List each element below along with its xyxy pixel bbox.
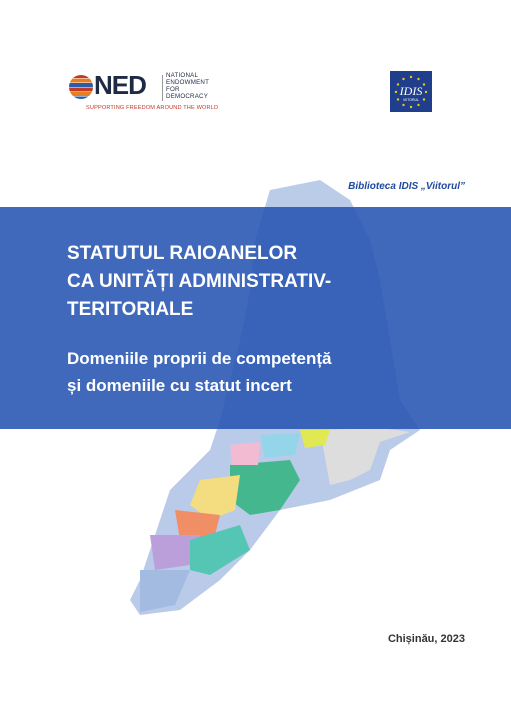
ned-full-name bbox=[166, 72, 236, 100]
idis-stars-icon bbox=[390, 71, 432, 112]
subtitle-line: și domeniile cu statut incert bbox=[67, 376, 292, 395]
title-line: CA UNITĂȚI ADMINISTRATIV- bbox=[67, 271, 332, 292]
ned-letters: NED bbox=[94, 70, 146, 100]
library-label: Biblioteca IDIS „Viitorul” bbox=[348, 181, 465, 192]
document-title bbox=[67, 240, 447, 324]
ned-name-line: ENDOWMENT bbox=[166, 79, 210, 86]
map-region-pink bbox=[230, 442, 260, 465]
place-year: Chișinău, 2023 bbox=[387, 633, 465, 645]
ned-name-line: DEMOCRACY bbox=[166, 93, 209, 100]
ned-name-line: NATIONAL bbox=[166, 72, 199, 79]
idis-logo bbox=[390, 71, 432, 112]
map-region-cyan bbox=[260, 433, 300, 458]
ned-divider bbox=[162, 75, 163, 101]
document-subtitle bbox=[67, 345, 447, 399]
title-line: STATUTUL RAIOANELOR bbox=[67, 243, 298, 264]
idis-text: IDIS bbox=[399, 84, 423, 98]
subtitle-line: Domeniile proprii de competență bbox=[67, 349, 332, 368]
ned-name-line: FOR bbox=[166, 86, 180, 93]
ned-logo bbox=[68, 72, 228, 114]
ned-tagline: SUPPORTING FREEDOM AROUND THE WORLD bbox=[86, 105, 219, 111]
title-line: TERITORIALE bbox=[67, 299, 194, 320]
idis-subtext: VIITORUL bbox=[402, 98, 420, 102]
